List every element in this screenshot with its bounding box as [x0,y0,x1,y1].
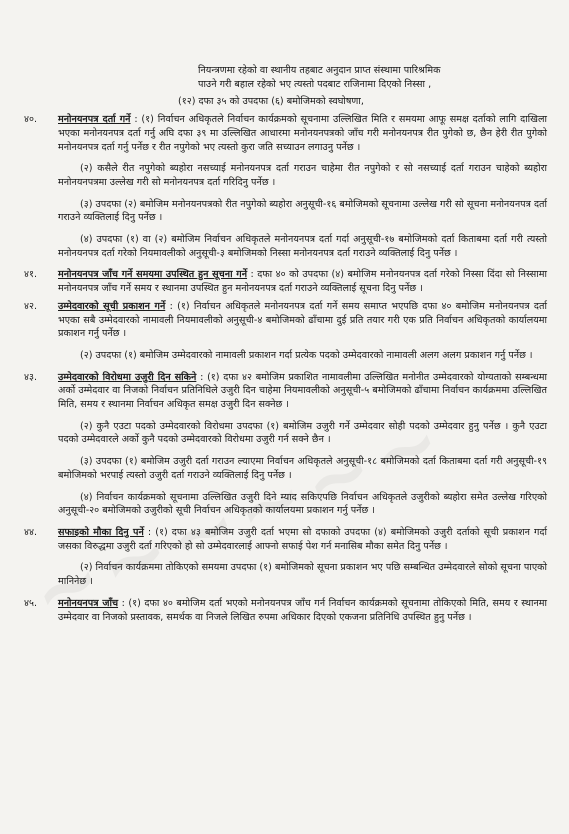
subsection: (२) कसैले रीत नपुगेको ब्यहोरा नसच्याई मनोनयनपत्र दर्ता गराउन चाहेमा रीत नपुगेको र सो नसच्याई दर्ता गराउन चाहेको ब्यहोरा मनोनयनपत्रमा उल्लेख गरी सो मनोनयनपत्र दर्ता गरिदिनु पर्नेछ । [58,163,547,188]
section-title: मनोनयनपत्र दर्ता गर्ने [58,114,131,126]
section-number: ४१. [24,269,38,281]
section-text: : (१) दफा ४० बमोजिम दर्ता भएको मनोनयनपत्र जाँच गर्न निर्वाचन कार्यक्रमको सूचनामा तोकिएको मिति, समय र स्थानमा उम्मेदवार वा निजको प्रस्तावक, समर्थक वा निजले लिखित रुपमा अधिकार दिएको एकजना प्रतिनिधि उपस्थित हुनु पर्नेछ । [58,597,547,623]
section-text: : (१) निर्वाचन अधिकृतले मनोनयनपत्र दर्ता गर्ने समय समाप्त भएपछि दफा ४० बमोजिम मनोनयनपत्र दर्ता भएका सबै उम्मेदवारको नामावली नियमावलीको अनुसूची-४ बमोजिमको ढाँचामा दुई प्रति तयार गरी एक प्रति निर्वाचन अधिकृतको कार्यालयमा प्रकाशन गर्नु पर्नेछ । [58,300,547,340]
continued-clause [0,64,569,91]
section-40 [0,113,569,154]
text-line: नियन्त्रणमा रहेको वा स्थानीय तहबाट अनुदान प्राप्त संस्थामा पारिश्रमिक [198,65,441,76]
subsection: (४) उपदफा (१) वा (२) बमोजिम निर्वाचन अधिकृतले मनोनयनपत्र दर्ता गर्दा अनुसूची-१७ बमोजिमको दर्ता किताबमा दर्ता गरी त्यस्तो मनोनयनपत्र दर्ता गरेको नियमावलीको अनुसूची-३ बमोजिमको निस्सा मनोनयनपत्र दर्ता गराउने व्यक्तिलाई दिनु पर्नेछ । [58,234,547,259]
section-number: ४४. [24,526,38,538]
subsection: (३) उपदफा (२) बमोजिम मनोनयनपत्रको रीत नपुगेको ब्यहोरा अनुसूची-१६ बमोजिमको सूचनामा उल्लेख गरी सो सूचना मनोनयनपत्र दर्ता गराउने व्यक्तिलाई दिनु पर्नेछ । [58,198,547,224]
section-45 [0,597,569,624]
section-number: ४०. [24,114,38,126]
section-text: : (१) निर्वाचन अधिकृतले निर्वाचन कार्यक्रमको सूचनामा उल्लिखित मिति र समयमा आफू समक्ष दर्ताको लागि दाखिला भएका मनोनयनपत्र दर्ता गर्नु अघि दफा ३९ मा उल्लिखित आधारमा मनोनयनपत्रको जाँच गरी मनोनयनपत्र रीत पुगेको छ, छैन हेरी रीत पुगेको मनोनयनपत्र दर्ता गर्नु पर्नेछ र रीत नपुगेको भए त्यस्तो कुरा जति सच्याउन लगाउनु पर्नेछ । [58,114,547,153]
section-43 [0,371,569,412]
section-title: उम्मेदवारको विरोधमा उजुरी दिन सकिने [58,371,197,383]
section-title: मनोनयनपत्र जाँच [58,597,119,609]
subsection: (२) निर्वाचन कार्यक्रममा तोकिएको समयमा उपदफा (१) बमोजिमको सूचना प्रकाशन भए पछि सम्बन्धित उम्मेदवारले सोको सूचना पाएको मानिनेछ । [58,562,547,588]
text-line: पाउने गरी बहाल रहेको भए त्यस्तो पदबाट राजिनामा दिएको निस्सा , [198,78,432,90]
section-41 [0,268,569,295]
section-44 [0,526,569,553]
section-text: : (१) दफा ४२ बमोजिम प्रकाशित नामावलीमा उल्लिखित मनोनीत उम्मेदवारको योग्यताको सम्बन्धमा अर्को उम्मेदवार वा निजको निर्वाचन प्रतिनिधिले उजुरी दिन चाहेमा नियमावलीको अनुसूची-५ बमोजिमको ढाँचामा निर्वाचन कार्यक्रममा उल्लिखित मिति, समय र स्थानमा निर्वाचन अधिकृत समक्ष उजुरी दिन सक्नेछ । [58,371,547,411]
subsection: (२) उपदफा (१) बमोजिम उम्मेदवारको नामावली प्रकाशन गर्दा प्रत्येक पदको उम्मेदवारको नामावली अलग अलग प्रकाशन गर्नु पर्नेछ । [80,349,533,361]
subsection: (२) कुनै एउटा पदको उम्मेदवारको विरोधमा उपदफा (१) बमोजिम उजुरी गर्ने उम्मेदवार सोही पदको उम्मेदवार हुनु पर्नेछ । कुनै एउटा पदको उम्मेदवारले अर्को कुनै पदको उम्मेदवारको विरोधमा उजुरी गर्न सक्ने छैन । [58,420,547,446]
subsection: (४) निर्वाचन कार्यक्रमको सूचनामा उल्लिखित उजुरी दिने म्याद सकिएपछि निर्वाचन अधिकृतले उजुरीको ब्यहोरा समेत उल्लेख गरिएको अनुसूची-२० बमोजिमको उजुरीको सूची निर्वाचन अधिकृतको कार्यालयमा प्रकाशन गर्नु पर्नेछ । [58,491,547,517]
section-text: : (१) दफा ४३ बमोजिम उजुरी दर्ता भएमा सो दफाको उपदफा (४) बमोजिमको उजुरी दर्ताको सूची प्रकाशन गर्दा जसका विरुद्धमा उजुरी दर्ता गरिएको हो सो उम्मेदवारलाई आफ्नो सफाई पेश गर्न मनासिब मौका समेत दिनु पर्नेछ । [58,526,547,552]
section-42 [0,300,569,341]
section-number: ४३. [24,371,38,383]
section-title: सफाइको मौका दिनु पर्ने [58,526,144,538]
section-number: ४२. [24,300,38,312]
section-title: मनोनयनपत्र जाँच गर्ने समयमा उपस्थित हुन सूचना गर्ने [58,269,248,281]
section-text: : दफा ४० को उपदफा (४) बमोजिम मनोनयनपत्र दर्ता गरेको निस्सा दिंदा सो निस्सामा मनोनयनपत्र जाँच गर्ने समय र स्थानमा उपस्थित हुन मनोनयनपत्र दर्ता गराउने व्यक्तिलाई सूचना दिनु पर्नेछ । [58,269,547,295]
section-number: ४५. [24,597,38,609]
section-title: उम्मेदवारको सूची प्रकाशन गर्ने [58,300,166,312]
subsection: (३) उपदफा (१) बमोजिम उजुरी दर्ता गराउन ल्याएमा निर्वाचन अधिकृतले अनुसूची-१८ बमोजिमको दर्ता किताबमा दर्ता गरी अनुसूची-१९ बमोजिमको भरपाई त्यस्तो उजुरी दर्ता गराउने व्यक्तिलाई दिनु पर्नेछ । [58,456,547,481]
clause-12: (१२) दफा ३५ को उपदफा (६) बमोजिमको स्वघोषणा, [178,96,364,108]
